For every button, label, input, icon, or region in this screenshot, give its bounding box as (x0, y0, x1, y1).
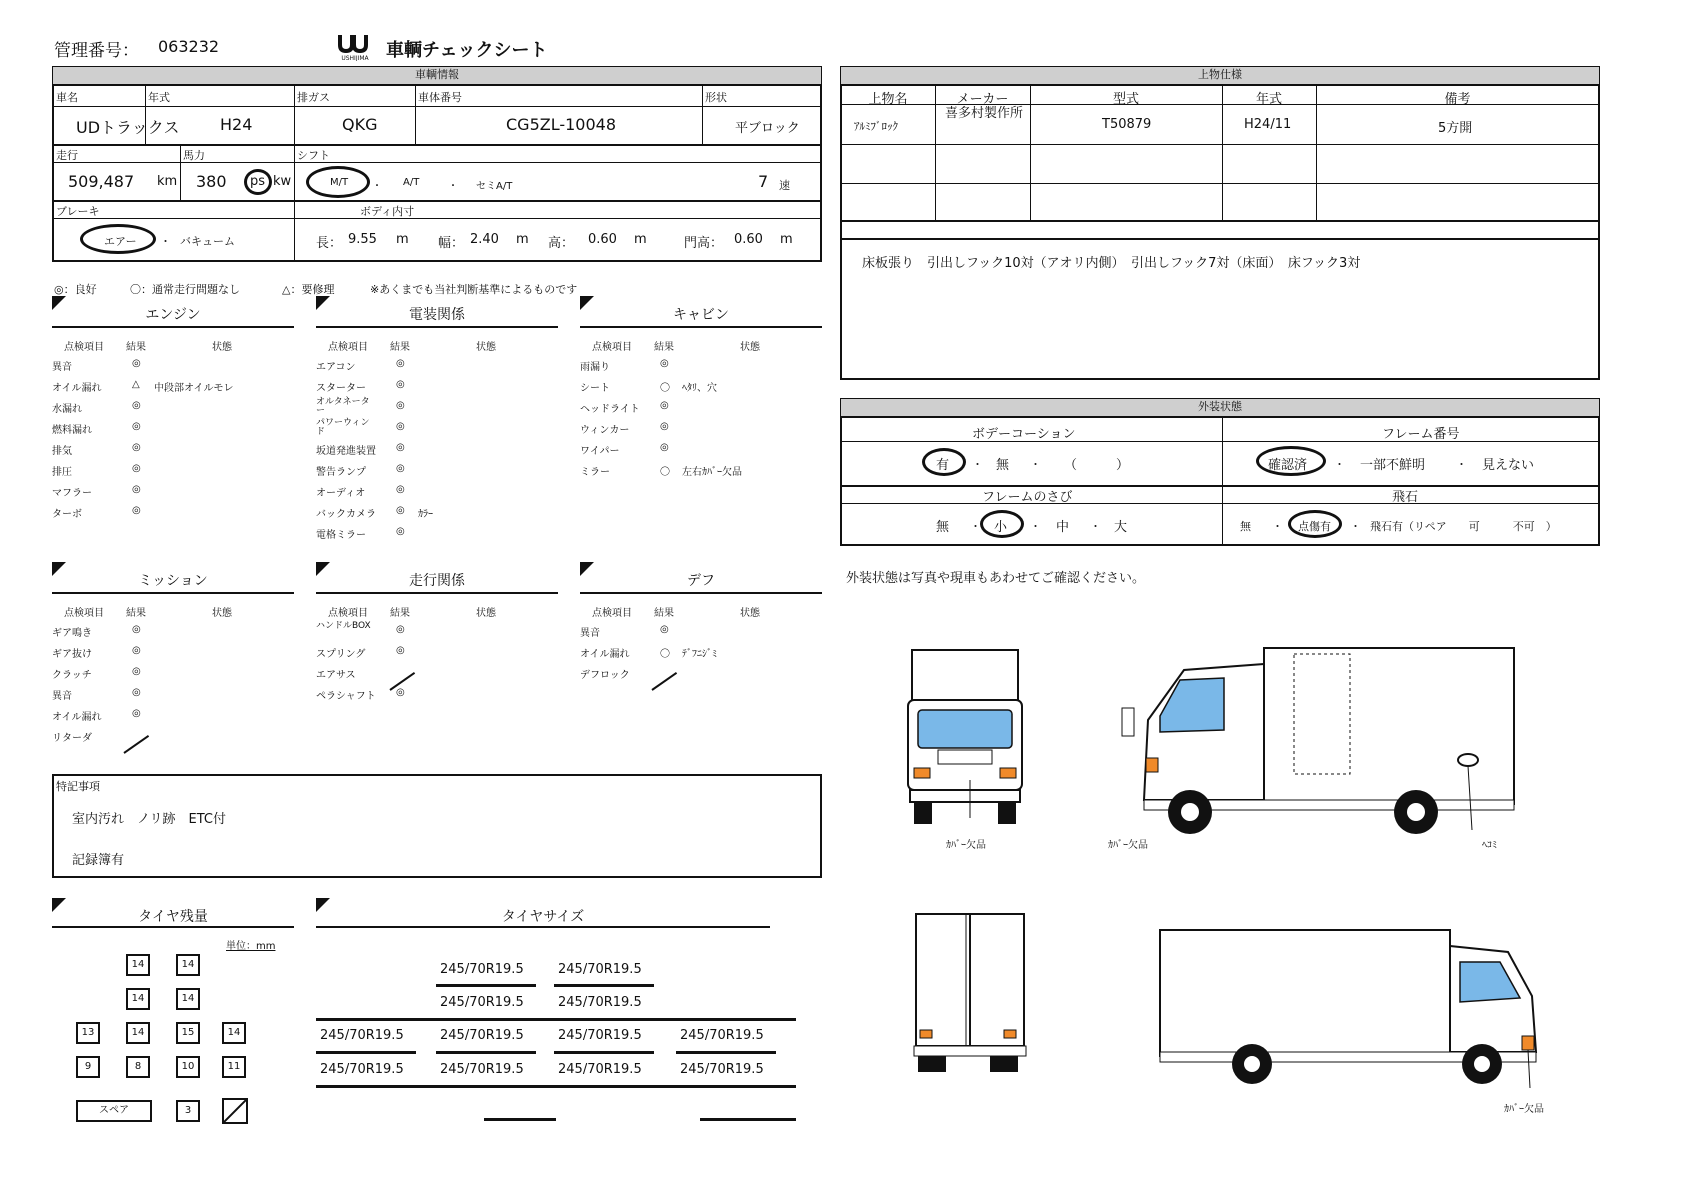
tire-rear2-1: 9 (76, 1056, 100, 1078)
hp-unit-kw: kw (273, 174, 292, 189)
front-cover-missing: ｶﾊﾞｰ欠品 (946, 840, 986, 851)
engine-result: ◎ (132, 400, 141, 411)
dot: ・ (1030, 458, 1041, 471)
mission-item: クラッチ (52, 670, 92, 681)
electric-result: ◎ (396, 484, 405, 495)
cabin-item: ヘッドライト (580, 404, 640, 415)
upper-spec-header: 上物仕様 (841, 67, 1599, 86)
engine-item: 排気 (52, 446, 72, 457)
electric-col-state: 状態 (476, 342, 496, 353)
electric-col-result: 結果 (390, 342, 410, 353)
frame-none: 見えない (1482, 458, 1535, 473)
rust-none: 無 (936, 520, 950, 535)
hp-ps-selected-circle (244, 169, 272, 195)
electric-result: ◎ (396, 400, 405, 411)
engine-result: ◎ (132, 421, 141, 432)
rust-small-selected-circle (980, 510, 1024, 538)
tire-rear1-1: 13 (76, 1022, 100, 1044)
label-brake: ブレーキ (56, 205, 100, 218)
ext-frame-no-label: フレーム番号 (1382, 427, 1460, 442)
diff-section-title: デフ (580, 570, 822, 594)
electric-item: 坂道発進装置 (316, 446, 376, 457)
dot: ・ (448, 181, 458, 192)
engine-item: 水漏れ (52, 404, 82, 415)
dot: ・ (1334, 458, 1345, 471)
electric-state: ｶﾗｰ (418, 509, 433, 520)
tire-size-r1-2: 245/70R19.5 (558, 962, 642, 977)
mission-item: オイル漏れ (52, 712, 102, 723)
upper-col-header: 上物名 (868, 92, 908, 107)
electric-item: パワーウィンド (316, 418, 370, 437)
brake-vacuum: バキューム (180, 235, 235, 248)
cabin-col-item: 点検項目 (592, 342, 632, 353)
diff-col-item: 点検項目 (592, 608, 632, 619)
dot: ・ (1272, 520, 1283, 533)
mission-result: ◎ (132, 666, 141, 677)
truck-side-right-diagram (1104, 640, 1524, 844)
mission-col-item: 点検項目 (64, 608, 104, 619)
engine-item: マフラー (52, 488, 92, 499)
running-col-state: 状態 (476, 608, 496, 619)
tire-rear2-3: 10 (176, 1056, 200, 1078)
body-number: CG5ZL-10048 (506, 115, 617, 134)
electric-col-item: 点検項目 (328, 342, 368, 353)
dot: ・ (1350, 520, 1361, 533)
frame-confirmed-selected-circle (1256, 446, 1326, 476)
running-col-result: 結果 (390, 608, 410, 619)
label-shape: 形状 (705, 91, 727, 104)
electric-item: バックカメラ (316, 509, 376, 520)
body-shape: 平ブロック (735, 121, 800, 136)
tire-front2-right: 14 (176, 988, 200, 1010)
upper-remarks: 5方開 (1438, 121, 1473, 136)
upper-model: T50879 (1102, 117, 1152, 132)
engine-section-title: エンジン (52, 304, 294, 328)
dim-unit: m (516, 232, 529, 247)
running-item: ペラシャフト (316, 691, 376, 702)
upper-name: ｱﾙﾐﾌﾞﾛｯｸ (854, 120, 898, 133)
cabin-result: ◎ (660, 358, 669, 369)
electric-item: 電格ミラー (316, 530, 366, 541)
brake-air: エアー (104, 235, 137, 248)
engine-result: ◎ (132, 358, 141, 369)
notes-line2: 記録簿有 (72, 853, 125, 868)
engine-col-result: 結果 (126, 342, 146, 353)
dim-unit: m (634, 232, 647, 247)
ext-rust-label: フレームのさび (982, 490, 1073, 505)
label-car-name: 車名 (56, 91, 78, 104)
tire-size-title: タイヤサイズ (316, 906, 770, 928)
running-result: ◎ (396, 645, 405, 656)
engine-state: 中段部オイルモレ (154, 383, 234, 394)
truck-rear-diagram (908, 900, 1028, 1080)
ext-body-coat-label: ボデーコーション (972, 427, 1076, 442)
company-logo (334, 33, 376, 61)
tire-rear2-2: 8 (126, 1056, 150, 1078)
legend-note: ※あくまでも当社判断基準によるものです (370, 283, 578, 296)
label-body-inner: ボディ内寸 (360, 205, 415, 218)
cabin-state: ﾍﾀﾘ、穴 (682, 383, 717, 394)
mission-result: ◎ (132, 687, 141, 698)
dim-width-label: 幅： (438, 236, 465, 251)
diff-result: 〇 (660, 649, 670, 660)
exterior-header: 外装状態 (841, 399, 1599, 418)
engine-result: ◎ (132, 463, 141, 474)
label-year: 年式 (148, 91, 170, 104)
side-cover-missing: ｶﾊﾞｰ欠品 (1108, 840, 1148, 851)
car-name: UDトラックス (76, 118, 180, 137)
tire-size-r3-2: 245/70R19.5 (440, 1028, 524, 1043)
electric-item: オーディオ (316, 488, 366, 499)
cabin-item: シート (580, 383, 610, 394)
tire-rear2-4: 11 (222, 1056, 246, 1078)
dot: ・ (970, 520, 981, 533)
gear-unit: 速 (779, 179, 790, 192)
dot: ・ (1456, 458, 1467, 471)
shift-mt: M/T (330, 177, 349, 188)
coat-paren: （ ） (1064, 458, 1130, 473)
dim-length-label: 長： (316, 236, 343, 251)
tire-front1-right: 14 (176, 954, 200, 976)
cabin-item: 雨漏り (580, 362, 610, 373)
tire-unit: 単位：mm (226, 941, 276, 952)
electric-result: ◎ (396, 526, 405, 537)
chip-none: 無 (1240, 520, 1251, 533)
dim-length: 9.55 (348, 232, 377, 247)
mission-result: ◎ (132, 624, 141, 635)
frame-confirmed: 確認済 (1268, 458, 1308, 473)
cabin-state: 左右ｶﾊﾞｰ欠品 (682, 467, 742, 478)
mission-item: ギア鳴き (52, 628, 92, 639)
running-result: ◎ (396, 687, 405, 698)
coat-yes-selected-circle (922, 448, 966, 476)
notes-label: 特記事項 (56, 780, 100, 793)
tire-front2-left: 14 (126, 988, 150, 1010)
dot: ・ (372, 181, 382, 192)
empty-result-slash (651, 672, 677, 691)
car-year: H24 (220, 115, 253, 134)
cabin-section-title: キャビン (580, 304, 822, 328)
running-col-item: 点検項目 (328, 608, 368, 619)
engine-item: オイル漏れ (52, 383, 102, 394)
control-number-label: 管理番号： (54, 41, 139, 61)
side2-cover-missing: ｶﾊﾞｰ欠品 (1504, 1104, 1544, 1115)
engine-item: ターボ (52, 509, 82, 520)
label-body-no: 車体番号 (418, 91, 462, 104)
chip-point-selected-circle (1288, 510, 1342, 538)
cabin-result: ◎ (660, 442, 669, 453)
mission-item: リターダ (52, 733, 92, 744)
exterior-note: 外装状態は写真や現車もあわせてご確認ください。 (846, 571, 1146, 586)
sheet-title: 車輌チェックシート (386, 40, 548, 61)
dim-height-label: 高： (548, 236, 575, 251)
chip-point: 点傷有 (1298, 520, 1331, 533)
coat-no: 無 (996, 458, 1010, 473)
control-number: 063232 (158, 37, 220, 56)
label-hp: 馬力 (183, 149, 205, 162)
electric-result: ◎ (396, 379, 405, 390)
dot: ・ (972, 458, 983, 471)
label-mileage: 走行 (56, 149, 78, 162)
mission-col-result: 結果 (126, 608, 146, 619)
cabin-result: 〇 (660, 383, 670, 394)
electric-item: オルタネーター (316, 397, 370, 416)
dim-gate-label: 門高： (684, 236, 724, 251)
electric-result: ◎ (396, 358, 405, 369)
electric-item: スターター (316, 383, 366, 394)
tire-size-r3-3: 245/70R19.5 (558, 1028, 642, 1043)
diff-result: ◎ (660, 624, 669, 635)
dot: ・ (160, 235, 171, 248)
empty-result-slash (123, 735, 149, 754)
running-item: ハンドルBOX (316, 621, 371, 631)
ext-chip-label: 飛石 (1392, 490, 1419, 505)
upper-col-header: メーカー (956, 92, 1009, 107)
engine-item: 異音 (52, 362, 72, 373)
label-shift: シフト (297, 149, 330, 162)
dim-gate: 0.60 (734, 232, 763, 247)
dim-unit: m (780, 232, 793, 247)
legend-repair: △：要修理 (282, 283, 335, 296)
tire-size-r2-1: 245/70R19.5 (440, 995, 524, 1010)
upper-col-header: 備考 (1444, 92, 1471, 107)
vehicle-info-header: 車輌情報 (53, 67, 821, 86)
cabin-result: 〇 (660, 467, 670, 478)
emission-code: QKG (342, 115, 378, 134)
tire-rear1-3: 15 (176, 1022, 200, 1044)
tire-front1-left: 14 (126, 954, 150, 976)
mileage-unit: km (157, 174, 178, 189)
electric-item: 警告ランプ (316, 467, 366, 478)
brake-air-selected-circle (80, 224, 156, 254)
cabin-item: ミラー (580, 467, 610, 478)
cabin-result: ◎ (660, 400, 669, 411)
dim-width: 2.40 (470, 232, 499, 247)
truck-side-left-diagram (1156, 922, 1540, 1096)
engine-col-state: 状態 (212, 342, 232, 353)
tire-rear1-4: 14 (222, 1022, 246, 1044)
side-dent: ﾍｺﾐ (1482, 840, 1497, 851)
cabin-col-result: 結果 (654, 342, 674, 353)
rust-small: 小 (994, 520, 1008, 535)
diff-item: オイル漏れ (580, 649, 630, 660)
upper-col-header: 年式 (1255, 92, 1282, 107)
upper-maker: 喜多村製作所 (944, 106, 1023, 121)
rust-big: 大 (1114, 520, 1128, 535)
upper-year: H24/11 (1244, 117, 1292, 132)
engine-result: ◎ (132, 505, 141, 516)
tire-size-r3-1: 245/70R19.5 (320, 1028, 404, 1043)
dot: ・ (1090, 520, 1101, 533)
tire-size-r4-4: 245/70R19.5 (680, 1062, 764, 1077)
engine-result: ◎ (132, 442, 141, 453)
truck-front-diagram (900, 640, 1030, 834)
legend-ok: 〇：通常走行問題なし (130, 283, 240, 296)
mileage-value: 509,487 (68, 172, 135, 191)
cabin-item: ワイパー (580, 446, 620, 457)
shift-at: A/T (403, 177, 420, 188)
logo-text: USHIJIMA (341, 55, 369, 61)
tire-rear1-2: 14 (126, 1022, 150, 1044)
electric-result: ◎ (396, 442, 405, 453)
engine-item: 排圧 (52, 467, 72, 478)
electric-section-title: 電装関係 (316, 304, 558, 328)
engine-result: △ (132, 379, 140, 390)
electric-result: ◎ (396, 505, 405, 516)
coat-yes: 有 (936, 458, 950, 473)
mission-result: ◎ (132, 645, 141, 656)
hp-unit-ps: ps (250, 174, 266, 189)
mission-item: ギア抜け (52, 649, 92, 660)
cabin-result: ◎ (660, 421, 669, 432)
running-section-title: 走行関係 (316, 570, 558, 594)
engine-result: ◎ (132, 484, 141, 495)
tire-size-r1-1: 245/70R19.5 (440, 962, 524, 977)
upper-remarks-text: 床板張り 引出しフック10対（アオリ内側） 引出しフック7対（床面） 床フック3対 (862, 256, 1361, 271)
electric-result: ◎ (396, 421, 405, 432)
diff-col-result: 結果 (654, 608, 674, 619)
mission-col-state: 状態 (212, 608, 232, 619)
spare-value: 3 (176, 1100, 200, 1122)
dot: ・ (1030, 520, 1041, 533)
running-result: ◎ (396, 624, 405, 635)
running-item: エアサス (316, 670, 356, 681)
tire-size-r3-4: 245/70R19.5 (680, 1028, 764, 1043)
cabin-item: ウィンカー (580, 425, 630, 436)
diff-item: 異音 (580, 628, 600, 639)
dim-unit: m (396, 232, 409, 247)
tire-size-r2-2: 245/70R19.5 (558, 995, 642, 1010)
diff-state: ﾃﾞﾌﾆｼﾞﾐ (682, 649, 717, 660)
gear-count: 7 (758, 172, 769, 191)
upper-col-header: 型式 (1112, 92, 1139, 107)
shift-semi-at: セミA/T (476, 181, 513, 192)
rust-mid: 中 (1056, 520, 1070, 535)
tire-size-r4-1: 245/70R19.5 (320, 1062, 404, 1077)
electric-result: ◎ (396, 463, 405, 474)
engine-item: 燃料漏れ (52, 425, 92, 436)
legend-good: ◎：良好 (54, 283, 97, 296)
diff-col-state: 状態 (740, 608, 760, 619)
mission-result: ◎ (132, 708, 141, 719)
dim-height: 0.60 (588, 232, 617, 247)
frame-partial: 一部不鮮明 (1360, 458, 1426, 473)
tire-size-r4-2: 245/70R19.5 (440, 1062, 524, 1077)
shift-mt-selected-circle (306, 166, 370, 198)
spare-empty-box (222, 1098, 248, 1124)
tire-remain-title: タイヤ残量 (52, 906, 294, 928)
tire-size-r4-3: 245/70R19.5 (558, 1062, 642, 1077)
running-item: スプリング (316, 649, 366, 660)
electric-item: エアコン (316, 362, 356, 373)
notes-line1: 室内汚れ ノリ跡 ETC付 (72, 812, 226, 827)
hp-value: 380 (196, 172, 227, 191)
mission-section-title: ミッション (52, 570, 294, 594)
diff-item: デフロック (580, 670, 630, 681)
label-emission: 排ガス (297, 91, 330, 104)
cabin-col-state: 状態 (740, 342, 760, 353)
chip-stone: 飛石有（リペア 可 不可 ） (1370, 520, 1557, 533)
engine-col-item: 点検項目 (64, 342, 104, 353)
spare-label: スペア (76, 1100, 152, 1122)
mission-item: 異音 (52, 691, 72, 702)
